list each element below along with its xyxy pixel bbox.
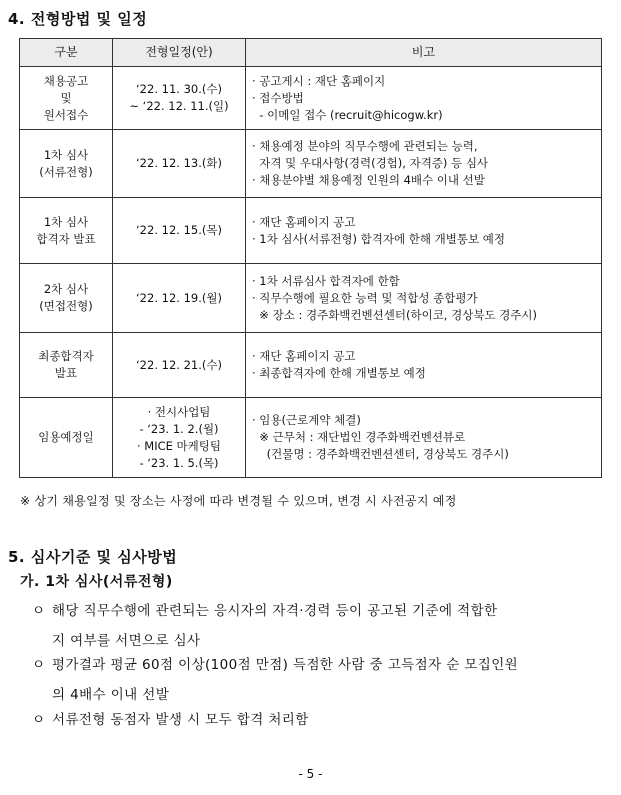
circle-bullet-icon: ㅇ [32, 603, 46, 619]
header-schedule: 전형일정(안) [113, 39, 246, 67]
cell-text: · 채용예정 분야의 직무수행에 관련되는 능력, [252, 139, 478, 153]
schedule-table [19, 38, 602, 478]
table-row [20, 264, 602, 333]
cell-category [20, 333, 113, 398]
section-5-title: 5. 심사기준 및 심사방법 [8, 548, 178, 566]
cell-text: ※ 근무처 : 재단법인 경주화백컨벤션뷰로 [252, 430, 466, 444]
table-row [20, 67, 602, 130]
cell-text: - ‘23. 1. 2.(월) [139, 421, 219, 436]
cell-text: 임용예정일 [38, 430, 94, 444]
cell-text: · 1차 심사(서류전형) 합격자에 한해 개별통보 예정 [252, 231, 505, 246]
cell-text: 자격 및 우대사항(경력(경험), 자격증) 등 심사 [252, 156, 489, 170]
cell-text: 원서접수 [43, 107, 89, 122]
cell-text: · 재단 홈페이지 공고 [252, 349, 356, 363]
table-row [20, 198, 602, 264]
header-category: 구분 [20, 39, 113, 67]
cell-schedule [113, 333, 246, 398]
bullet-text: 서류전형 동점자 발생 시 모두 합격 처리함 [52, 712, 309, 728]
section-4-title: 4. 전형방법 및 일정 [8, 10, 148, 28]
cell-text: · MICE 마케팅팀 [136, 438, 221, 453]
cell-remarks [246, 333, 602, 398]
bullet-text: 지 여부를 서면으로 심사 [52, 633, 201, 649]
cell-category [20, 398, 113, 478]
bullet-text: 평가결과 평균 60점 이상(100점 만점) 득점한 사람 중 고득점자 순 모집인원 [52, 657, 519, 673]
cell-text: (면접전형) [39, 299, 93, 313]
cell-text: ‘22. 12. 13.(화) [136, 156, 222, 170]
circle-bullet-icon: ㅇ [32, 712, 46, 728]
cell-category [20, 67, 113, 130]
cell-category [20, 130, 113, 198]
subsection-title: 가. 1차 심사(서류전형) [20, 574, 173, 590]
table-row [20, 333, 602, 398]
cell-text: - 이메일 접수 (recruit@hicogw.kr) [252, 107, 443, 122]
cell-remarks [246, 398, 602, 478]
schedule-note: ※ 상기 채용일정 및 장소는 사정에 따라 변경될 수 있으며, 변경 시 사전공지 예정 [20, 494, 457, 508]
cell-category [20, 198, 113, 264]
table-row [20, 130, 602, 198]
cell-text: · 채용분야별 채용예정 인원의 4배수 이내 선발 [252, 173, 485, 187]
cell-text: - ‘23. 1. 5.(목) [139, 455, 219, 470]
cell-category [20, 264, 113, 333]
cell-schedule [113, 398, 246, 478]
cell-text: · 재단 홈페이지 공고 [252, 214, 356, 229]
cell-text: (서류전형) [39, 164, 93, 179]
cell-text: ~ ‘22. 12. 11.(일) [129, 99, 229, 113]
table-row [20, 398, 602, 478]
cell-remarks [246, 67, 602, 130]
cell-text: ‘22. 12. 15.(목) [136, 223, 222, 237]
cell-text: · 1차 서류심사 합격자에 한함 [252, 273, 400, 288]
cell-schedule [113, 67, 246, 130]
cell-text: 1차 심사 [43, 147, 89, 162]
cell-remarks [246, 198, 602, 264]
cell-text: · 임용(근로계약 체결) [252, 413, 361, 427]
cell-text: · 최종합격자에 한해 개별통보 예정 [252, 366, 426, 380]
list-item [32, 705, 612, 735]
cell-text: 합격자 발표 [36, 231, 96, 246]
cell-schedule [113, 198, 246, 264]
cell-text: · 전시사업팀 [147, 404, 211, 419]
cell-remarks [246, 264, 602, 333]
cell-text: 채용공고 [43, 73, 89, 88]
cell-text: ‘22. 11. 30.(수) [136, 82, 222, 96]
cell-text: 및 [60, 90, 72, 105]
cell-text: 최종합격자 [38, 349, 94, 363]
bullet-text: 의 4배수 이내 선발 [52, 687, 170, 703]
page-number: - 5 - [298, 767, 323, 781]
header-remarks: 비고 [246, 39, 602, 67]
list-item [32, 650, 612, 710]
cell-text: 1차 심사 [43, 214, 89, 229]
cell-text: (건물명 : 경주화백컨벤션센터, 경상북도 경주시) [252, 447, 509, 461]
cell-text: · 공고게시 : 재단 홈페이지 [252, 73, 386, 88]
cell-text: 발표 [54, 366, 78, 380]
circle-bullet-icon: ㅇ [32, 657, 46, 673]
bullet-text: 해당 직무수행에 관련되는 응시자의 자격·경력 등이 공고된 기준에 적합한 [52, 603, 498, 619]
cell-text: ‘22. 12. 19.(월) [136, 290, 222, 305]
cell-text: · 직무수행에 필요한 능력 및 적합성 종합평가 [252, 290, 478, 305]
cell-text: ※ 장소 : 경주화백컨벤션센터(하이코, 경상북도 경주시) [252, 307, 538, 322]
cell-remarks [246, 130, 602, 198]
cell-text: ‘22. 12. 21.(수) [136, 357, 222, 372]
table-header-row [20, 39, 602, 67]
cell-schedule [113, 264, 246, 333]
cell-schedule [113, 130, 246, 198]
cell-text: · 접수방법 [252, 90, 304, 105]
cell-text: 2차 심사 [43, 282, 89, 296]
list-item [32, 596, 612, 656]
